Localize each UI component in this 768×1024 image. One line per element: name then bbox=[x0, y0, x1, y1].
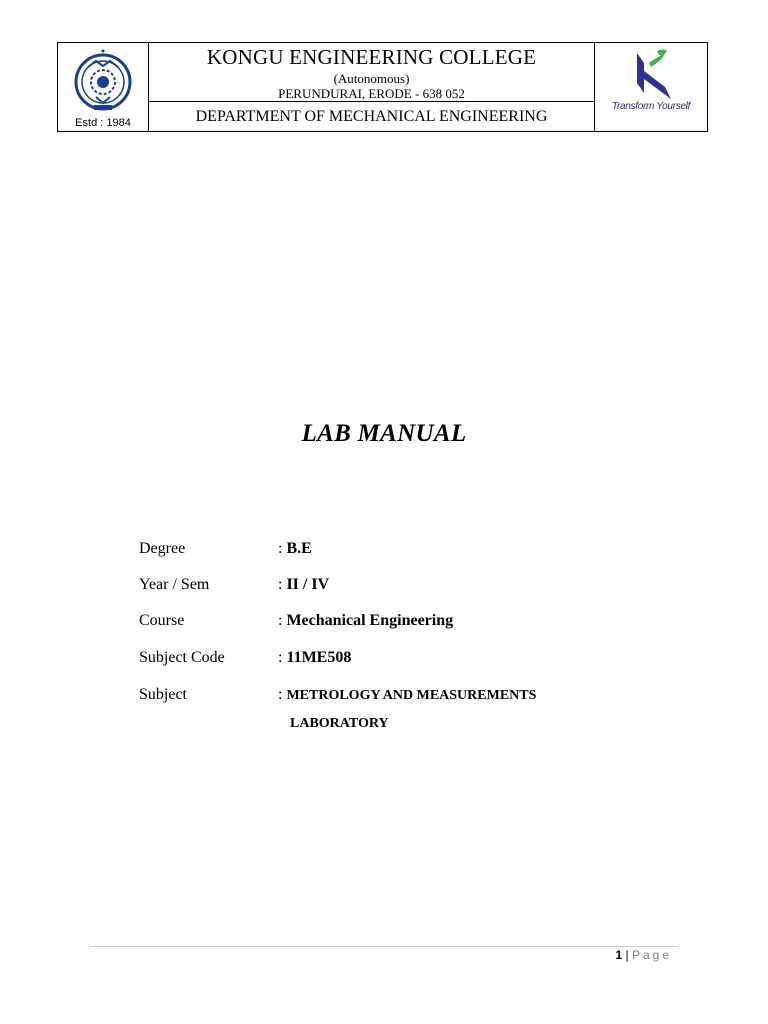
header-table bbox=[57, 42, 708, 132]
college-address: PERUNDURAI, ERODE - 638 052 bbox=[278, 86, 465, 101]
detail-value-text: METROLOGY AND MEASUREMENTS bbox=[286, 688, 537, 703]
document-title: LAB MANUAL bbox=[301, 420, 467, 447]
footer-divider bbox=[90, 946, 678, 947]
college-seal-icon bbox=[66, 47, 140, 115]
detail-value bbox=[278, 576, 329, 594]
detail-value bbox=[278, 649, 351, 667]
separator: : bbox=[278, 540, 283, 557]
separator: : bbox=[278, 686, 283, 703]
detail-label: Degree bbox=[139, 540, 186, 557]
right-logo-cell bbox=[595, 43, 707, 131]
detail-subject-continuation: LABORATORY bbox=[290, 716, 389, 731]
detail-label: Subject bbox=[139, 686, 187, 703]
detail-value-text: B.E bbox=[286, 540, 312, 557]
ke-brand-logo-icon bbox=[613, 49, 689, 101]
estd-label: Estd : 1984 bbox=[75, 117, 131, 129]
footer-separator: | bbox=[625, 948, 629, 962]
separator: : bbox=[278, 612, 283, 629]
header-college-block bbox=[149, 43, 594, 102]
page-number: 1 bbox=[615, 948, 623, 962]
header-center bbox=[149, 43, 595, 131]
detail-value-text: II / IV bbox=[286, 576, 330, 593]
page-footer bbox=[615, 948, 672, 962]
separator: : bbox=[278, 576, 283, 593]
detail-label: Course bbox=[139, 612, 185, 629]
left-logo-cell bbox=[58, 43, 149, 131]
detail-label: Year / Sem bbox=[139, 576, 210, 593]
detail-label: Subject Code bbox=[139, 649, 225, 666]
department-name: DEPARTMENT OF MECHANICAL ENGINEERING bbox=[195, 107, 548, 125]
college-name: KONGU ENGINEERING COLLEGE bbox=[206, 45, 537, 69]
detail-value bbox=[278, 540, 312, 558]
page-word: Page bbox=[631, 948, 672, 962]
detail-value bbox=[278, 612, 453, 630]
detail-value-text: Mechanical Engineering bbox=[286, 612, 454, 629]
brand-tagline: Transform Yourself bbox=[611, 101, 691, 112]
detail-value-text: 11ME508 bbox=[286, 649, 352, 666]
separator: : bbox=[278, 649, 283, 666]
autonomous-label: (Autonomous) bbox=[333, 71, 410, 86]
detail-value bbox=[278, 686, 536, 704]
